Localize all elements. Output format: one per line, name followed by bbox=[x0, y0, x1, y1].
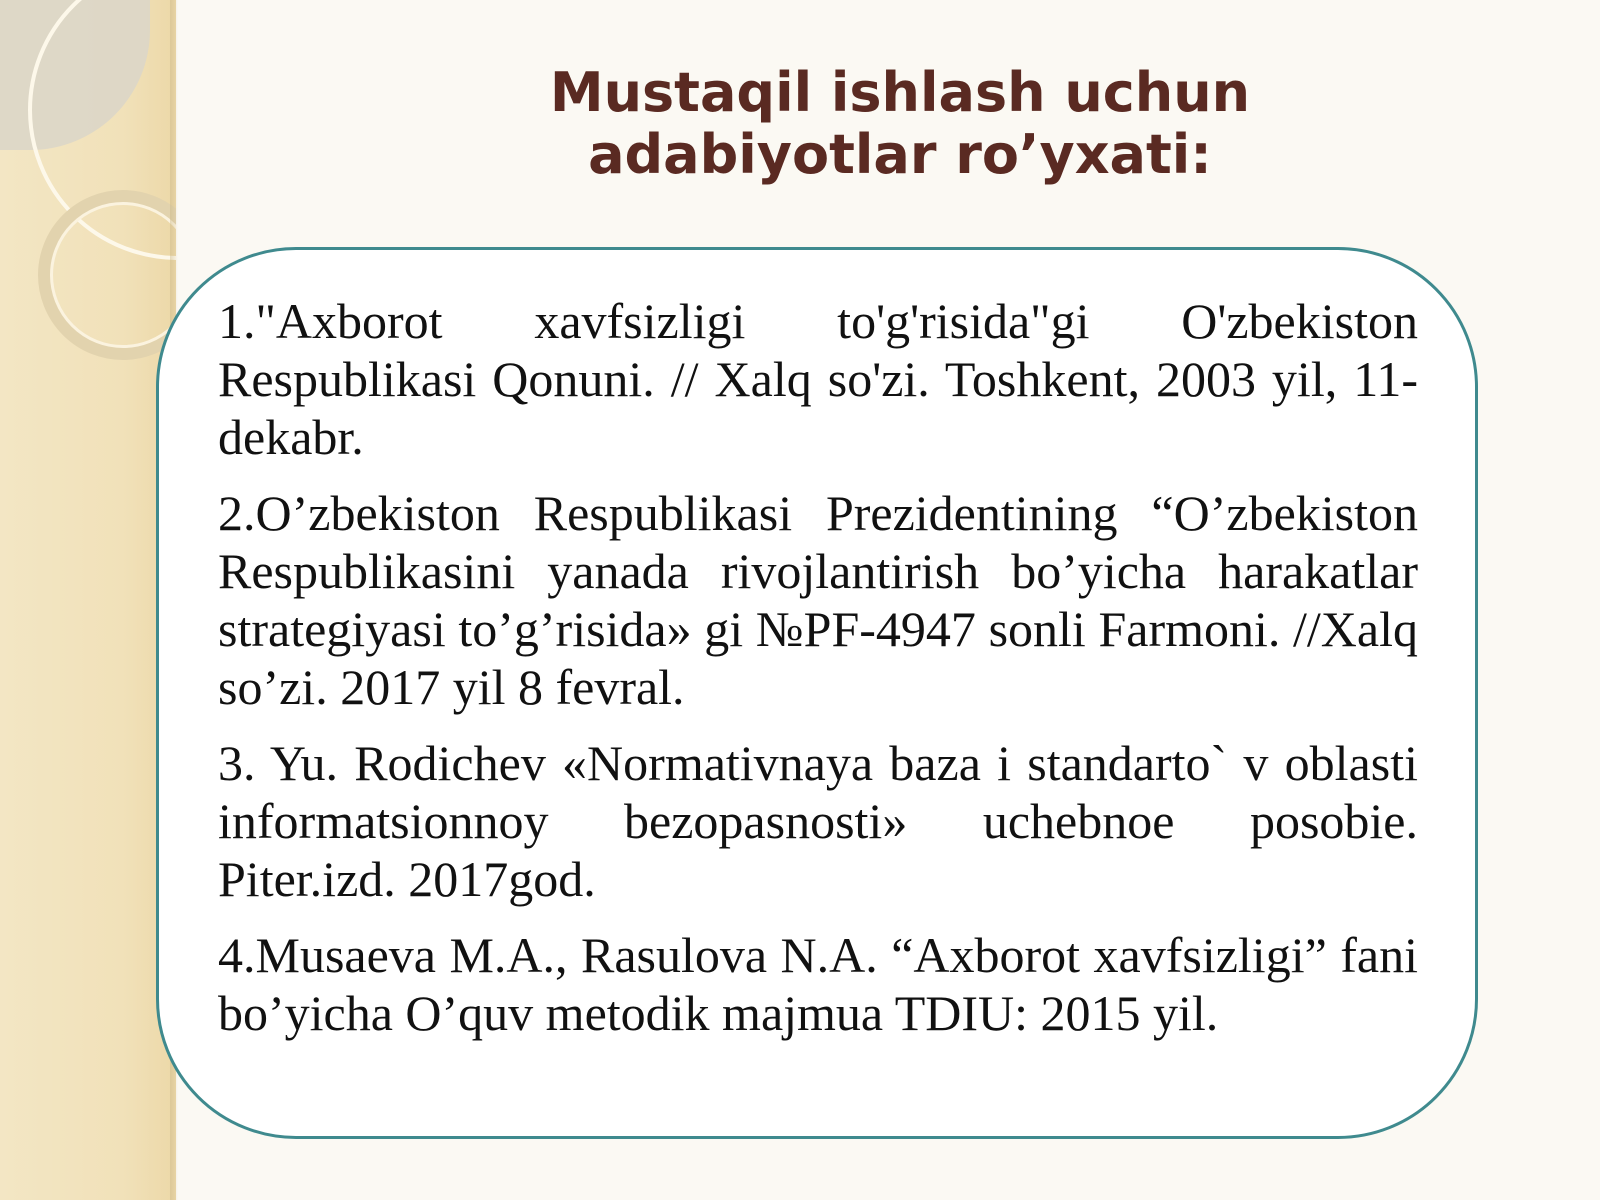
decorative-side-band bbox=[0, 0, 176, 1200]
slide-title-line-2: adabiyotlar ro’yxati: bbox=[588, 123, 1212, 186]
references-list bbox=[218, 292, 1418, 1060]
reference-item-2: 2.O’zbekiston Respublikasi Prezidentining “O’zbekiston Respublikasini yanada rivojlantirish bo’yicha harakatlar strategiyasi to’g’risida» gi №PF-4947 sonli Farmoni. //Xalq so’zi. 2017 yil 8 fevral. bbox=[218, 485, 1418, 715]
slide-title bbox=[500, 62, 1300, 186]
reference-item-1: 1."Axborot xavfsizligi to'g'risida"gi O'zbekiston Respublikasi Qonuni. // Xalq so'zi. Toshkent, 2003 yil, 11-dekabr. bbox=[218, 293, 1418, 465]
slide-title-line-1: Mustaqil ishlash uchun bbox=[549, 61, 1251, 124]
reference-item-3: 3. Yu. Rodichev «Normativnaya baza i standarto` v oblasti informatsionnoy bezopasnosti» uchebnoe posobie. Piter.izd. 2017god. bbox=[218, 735, 1418, 907]
reference-item-4: 4.Musaeva M.A., Rasulova N.A. “Axborot xavfsizligi” fani bo’yicha O’quv metodik majmua TDIU: 2015 yil. bbox=[218, 927, 1418, 1041]
